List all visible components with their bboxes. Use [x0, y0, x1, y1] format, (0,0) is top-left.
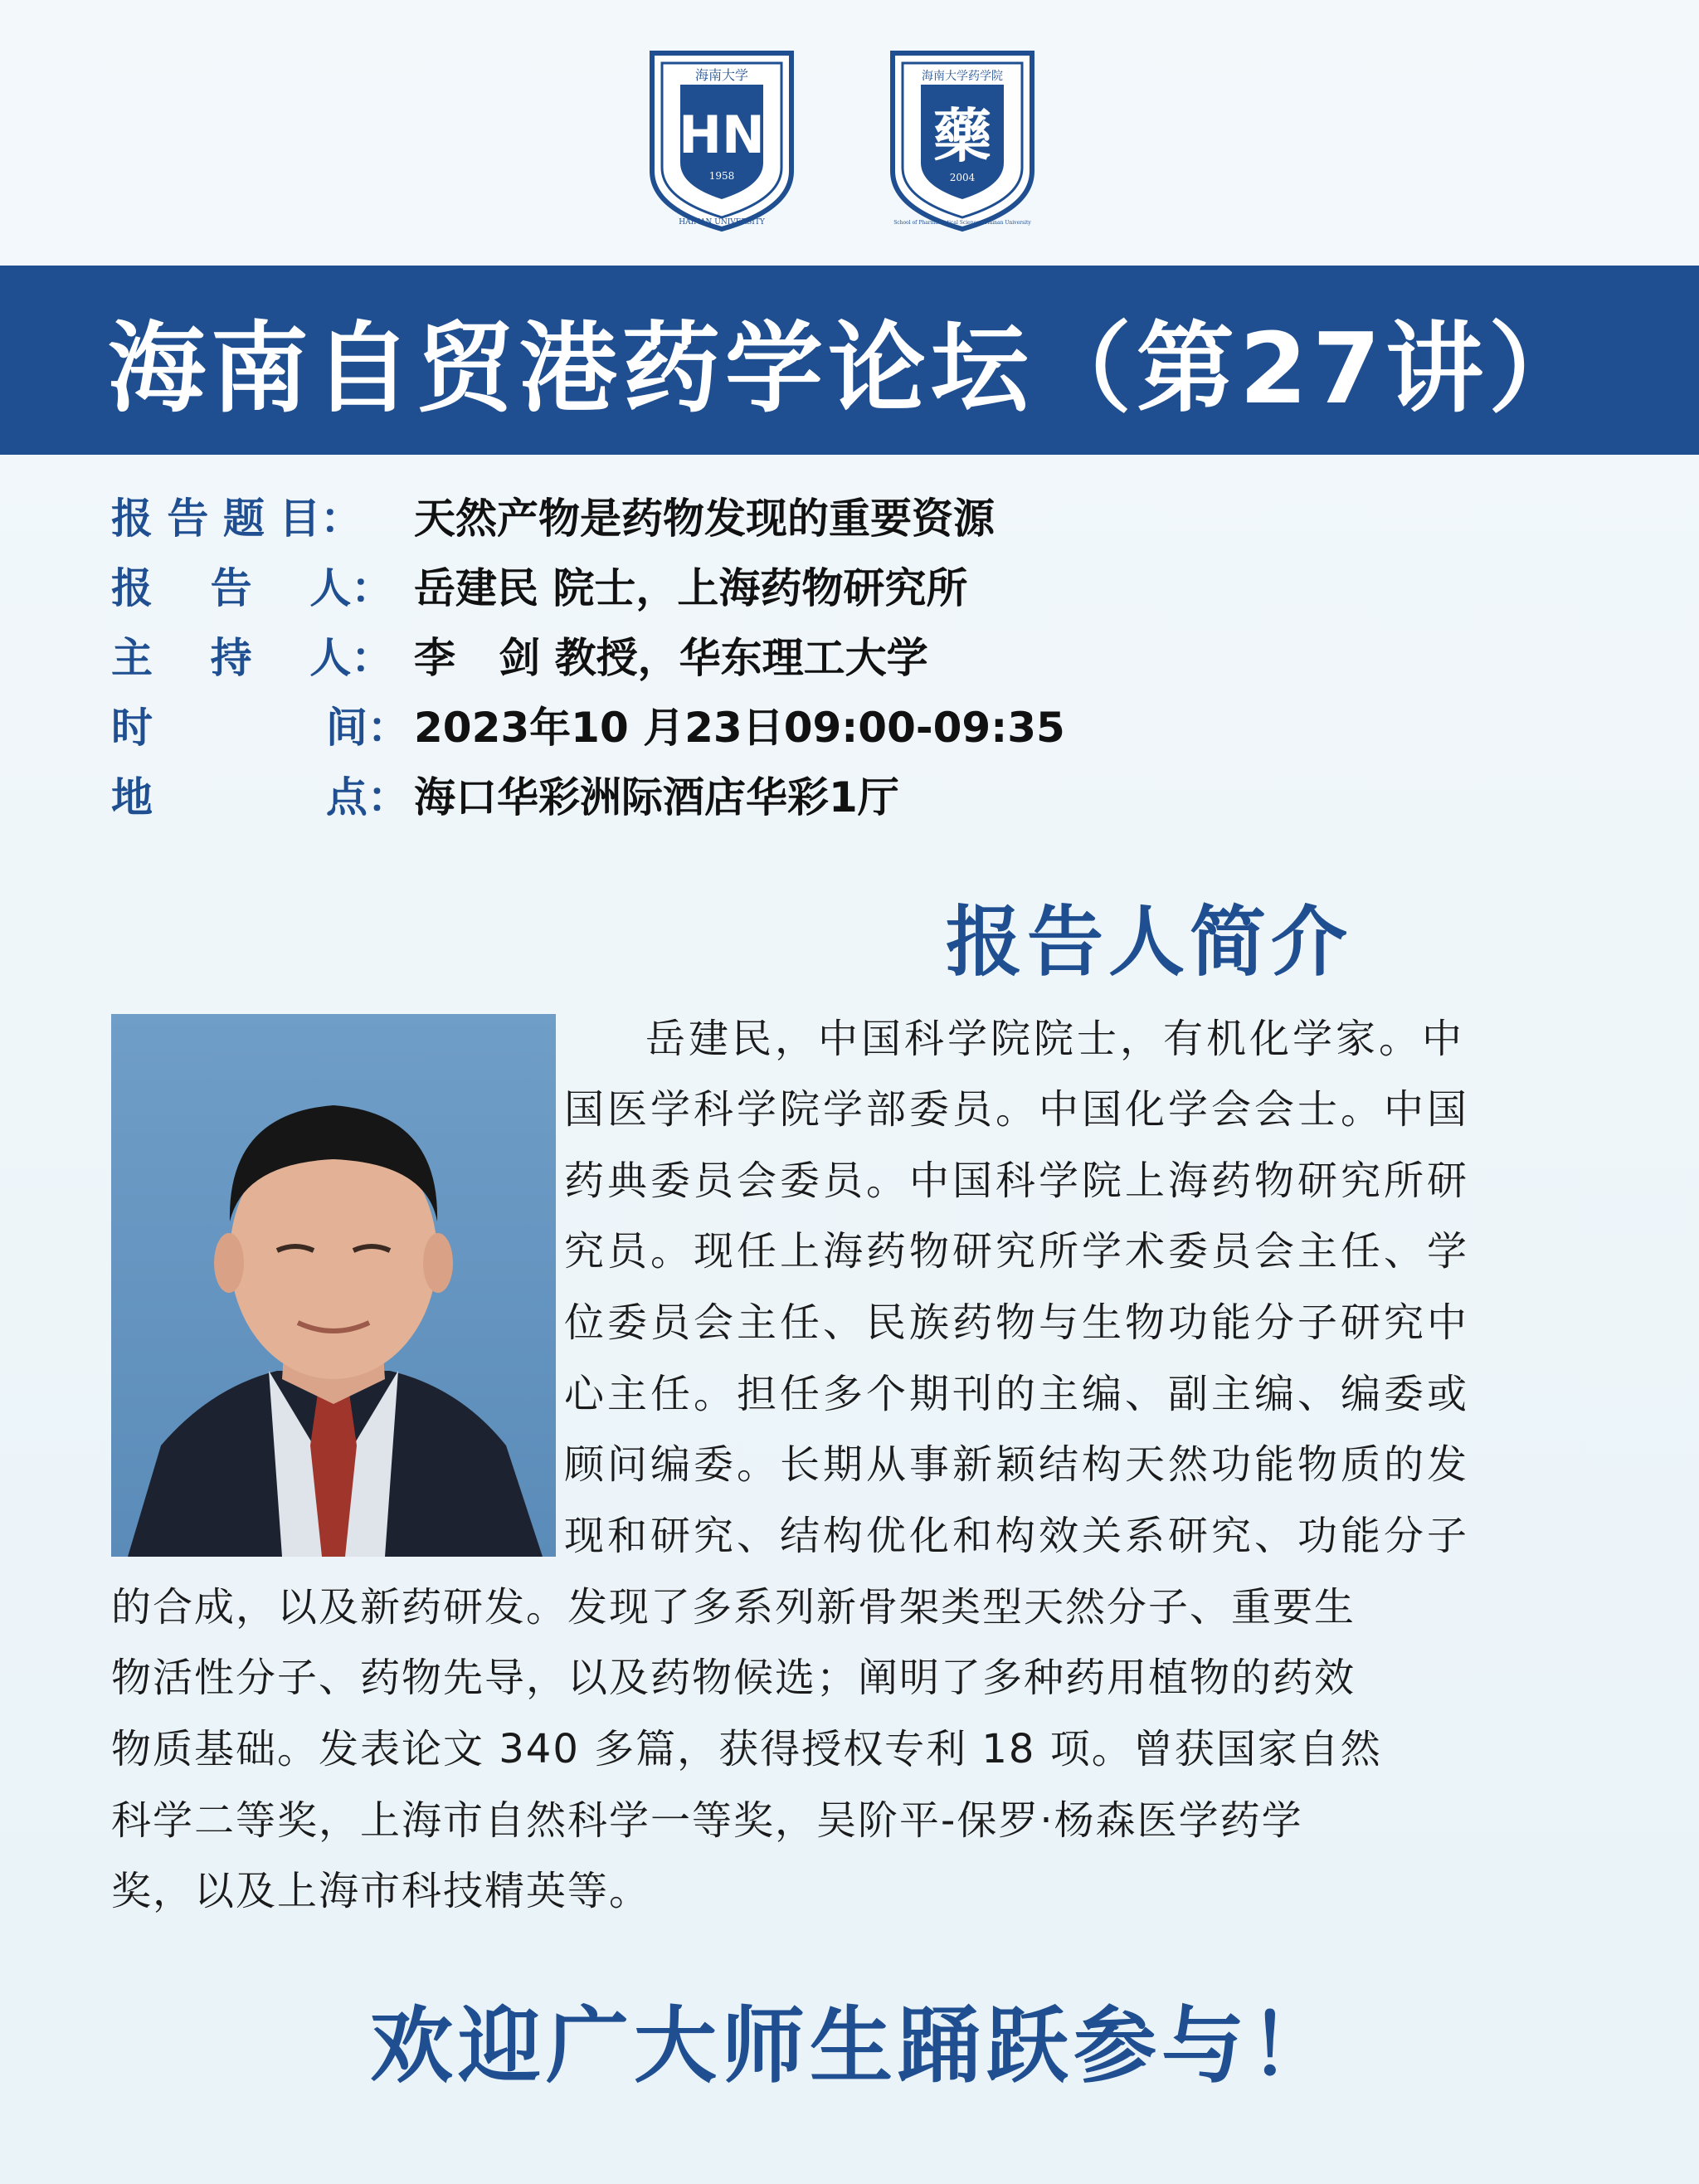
bio-line: 顾问编委。长期从事新颖结构天然功能物质的发: [564, 1441, 1471, 1488]
time-label: 时 间：: [111, 704, 409, 752]
speaker-portrait: [111, 1014, 556, 1557]
speaker-label: 报 告 人：: [111, 564, 393, 612]
forum-title: 海南自贸港药学论坛（第27讲）: [107, 311, 1592, 426]
info-row-venue: [111, 764, 1604, 834]
host-value: 李 剑 教授，华东理工大学: [414, 634, 928, 682]
speaker-value: 岳建民 院士，上海药物研究所: [414, 564, 968, 612]
bio-line: 现和研究、结构优化和构效关系研究、功能分子: [564, 1513, 1471, 1559]
bio-line: 心主任。担任多个期刊的主编、副主编、编委或: [564, 1371, 1471, 1417]
hainan-university-emblem: [647, 46, 796, 232]
info-row-time: [111, 695, 1604, 764]
host-label: 主 持 人：: [111, 634, 393, 682]
topic-value: 天然产物是药物发现的重要资源: [414, 495, 995, 543]
svg-text:藥: 藥: [933, 102, 991, 170]
bio-line: 物活性分子、药物先导，以及药物候选；阐明了多种药用植物的药效: [111, 1655, 1356, 1701]
pharmacy-school-emblem: [888, 46, 1037, 232]
bio-line: 的合成，以及新药研发。发现了多系列新骨架类型天然分子、重要生: [111, 1584, 1356, 1631]
time-value: 2023年10 月23日09:00-09:35: [414, 704, 1065, 752]
svg-text:2004: 2004: [949, 172, 976, 183]
bio-line: 科学二等奖，上海市自然科学一等奖，吴阶平-保罗·杨森医学药学: [111, 1797, 1303, 1844]
info-row-topic: [111, 485, 1604, 555]
svg-text:HAINAN UNIVERSITY: HAINAN UNIVERSITY: [679, 218, 765, 227]
bio-line: 奖，以及上海市科技精英等。: [111, 1868, 651, 1914]
bio-line: 究员。现任上海药物研究所学术委员会主任、学: [564, 1228, 1471, 1275]
svg-text:School of Pharmaceutical Scien: School of Pharmaceutical Sciences, Hainan University: [893, 220, 1031, 226]
svg-text:海南大学药学院: 海南大学药学院: [922, 70, 1003, 83]
svg-text:1958: 1958: [708, 170, 735, 182]
bio-line: 岳建民，中国科学院院士，有机化学家。中: [645, 1016, 1466, 1062]
bio-line: 位委员会主任、民族药物与生物功能分子研究中: [564, 1299, 1471, 1346]
title-banner: [0, 266, 1699, 455]
speaker-bio-heading: 报告人简介: [946, 898, 1353, 987]
bio-line: 国医学科学院学部委员。中国化学会会士。中国: [564, 1086, 1471, 1133]
venue-label: 地 点：: [111, 773, 409, 821]
svg-text:HN: HN: [679, 105, 765, 165]
welcome-message: 欢迎广大师生踊跃参与！: [370, 1997, 1337, 2094]
topic-label: 报 告 题 目：: [111, 495, 363, 543]
event-info: [111, 485, 1604, 834]
hainan-university-logo: [647, 46, 796, 232]
info-row-speaker: [111, 555, 1604, 625]
venue-value: 海口华彩洲际酒店华彩1厅: [414, 773, 899, 821]
portrait-illustration: [111, 1014, 556, 1557]
info-row-host: [111, 625, 1604, 695]
svg-text:海南大学: 海南大学: [694, 67, 749, 83]
bio-line: 药典委员会委员。中国科学院上海药物研究所研: [564, 1158, 1471, 1204]
pharmacy-school-logo: [888, 46, 1037, 232]
bio-line: 物质基础。发表论文 340 多篇，获得授权专利 18 项。曾获国家自然: [111, 1726, 1382, 1772]
